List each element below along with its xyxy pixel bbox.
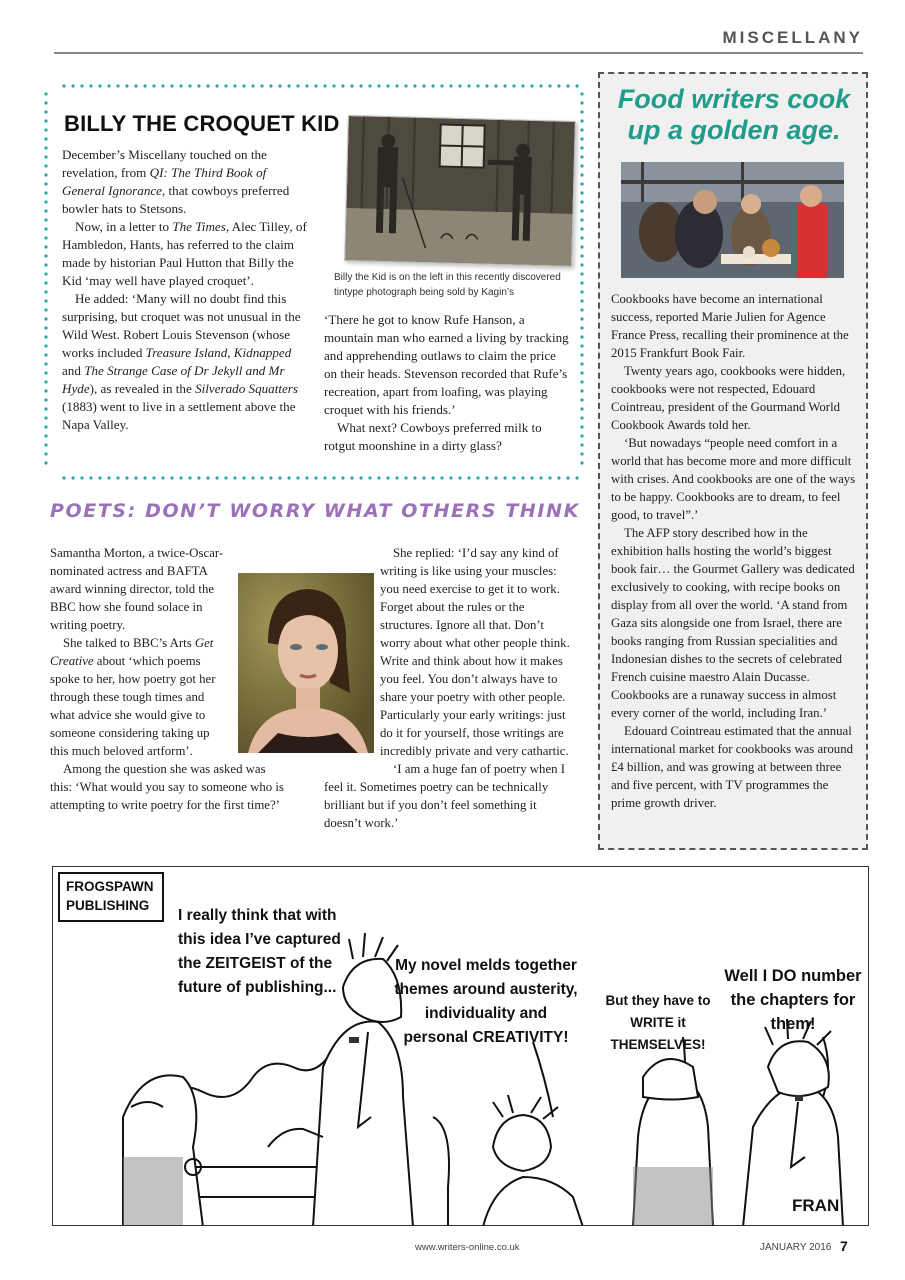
- border-dot: [242, 476, 245, 479]
- border-dot: [485, 84, 488, 87]
- billy-paragraph: December’s Miscellany touched on the revelation, from QI: The Third Book of General Ignorance, that cowboys preferred bowler hats to Stetsons.: [62, 147, 290, 216]
- border-dot: [539, 476, 542, 479]
- border-dot: [580, 344, 583, 347]
- border-dot: [305, 84, 308, 87]
- border-dot: [44, 452, 47, 455]
- border-dot: [530, 84, 533, 87]
- border-dot: [530, 476, 533, 479]
- billy-photo: [344, 115, 576, 267]
- border-dot: [440, 84, 443, 87]
- border-dot: [161, 84, 164, 87]
- border-dot: [580, 128, 583, 131]
- border-dot: [580, 272, 583, 275]
- border-dot: [44, 254, 47, 257]
- border-dot: [580, 155, 583, 158]
- speech-bubble-2: My novel melds together themes around austerity, individuality and personal CREATIVITY!: [394, 957, 578, 1046]
- border-dot: [395, 84, 398, 87]
- border-dot: [512, 476, 515, 479]
- border-dot: [224, 476, 227, 479]
- border-dot: [44, 353, 47, 356]
- border-dot: [242, 84, 245, 87]
- billy-column-1: [62, 146, 310, 434]
- frogspawn-label: FROGSPAWN PUBLISHING: [66, 879, 154, 913]
- border-dot: [580, 227, 583, 230]
- border-dot: [368, 476, 371, 479]
- border-dot: [566, 84, 569, 87]
- border-dot: [580, 110, 583, 113]
- speech-bubble-4: Well I DO number the chapters for them!: [724, 967, 862, 1033]
- border-dot: [44, 317, 47, 320]
- border-dot: [323, 476, 326, 479]
- border-dot: [206, 84, 209, 87]
- border-dot: [449, 84, 452, 87]
- border-dot: [521, 476, 524, 479]
- border-dot: [44, 461, 47, 464]
- border-dot: [580, 461, 583, 464]
- border-dot: [566, 476, 569, 479]
- border-dot: [44, 326, 47, 329]
- poets-column-2: [324, 544, 574, 832]
- border-dot: [62, 476, 65, 479]
- border-dot: [580, 182, 583, 185]
- speech-bubble-1: I really think that with this idea I’ve captured the ZEITGEIST of the future of publishing...: [178, 907, 341, 996]
- border-dot: [206, 476, 209, 479]
- border-dot: [215, 476, 218, 479]
- border-dot: [575, 476, 578, 479]
- border-dot: [98, 476, 101, 479]
- border-dot: [580, 263, 583, 266]
- border-dot: [44, 299, 47, 302]
- border-dot: [413, 476, 416, 479]
- border-dot: [580, 326, 583, 329]
- border-dot: [580, 416, 583, 419]
- border-dot: [485, 476, 488, 479]
- border-dot: [580, 281, 583, 284]
- border-dot: [350, 476, 353, 479]
- poets-title: POETS: DON’T WORRY WHAT OTHERS THINK: [50, 500, 580, 522]
- border-dot: [287, 84, 290, 87]
- border-dot: [134, 476, 137, 479]
- border-dot: [44, 146, 47, 149]
- food-title: Food writers cook up a golden age.: [617, 84, 851, 145]
- cartoonist-signature: FRAN: [792, 1196, 840, 1215]
- border-dot: [44, 362, 47, 365]
- border-dot: [404, 84, 407, 87]
- poets-paragraph: She talked to BBC’s Arts Get Creative about ‘which poems spoke to her, how poetry got her through these tough times and what advice she would give to someone considering taking up this much beloved artform’.: [50, 636, 216, 758]
- border-dot: [580, 353, 583, 356]
- border-dot: [332, 476, 335, 479]
- border-dot: [580, 398, 583, 401]
- border-dot: [580, 335, 583, 338]
- border-dot: [449, 476, 452, 479]
- border-dot: [458, 84, 461, 87]
- border-dot: [557, 84, 560, 87]
- border-dot: [44, 110, 47, 113]
- border-dot: [580, 137, 583, 140]
- border-dot: [251, 476, 254, 479]
- border-dot: [278, 84, 281, 87]
- border-dot: [44, 272, 47, 275]
- border-dot: [233, 476, 236, 479]
- footer-url: www.writers-online.co.uk: [415, 1242, 520, 1253]
- border-dot: [233, 84, 236, 87]
- border-dot: [467, 476, 470, 479]
- border-dot: [44, 425, 47, 428]
- border-dot: [580, 317, 583, 320]
- border-dot: [107, 476, 110, 479]
- border-dot: [260, 476, 263, 479]
- border-dot: [580, 380, 583, 383]
- food-paragraph: The AFP story described how in the exhibition halls hosting the world’s biggest book fair… the Gourmet Gallery was dedicated exclusively to cooking, with recipe books on display from all over the world. ‘A stand from Gaza sits alongside one from Israel, there are books ranging from Russian specialities and Indonesian dishes to the secrets of celebrated French cuisine maestro Alain Ducasse. Cookbooks are a runaway success in almost every corner of the world, including Iran.’: [611, 526, 855, 720]
- border-dot: [44, 290, 47, 293]
- border-dot: [170, 84, 173, 87]
- border-dot: [44, 200, 47, 203]
- border-dot: [359, 476, 362, 479]
- border-dot: [278, 476, 281, 479]
- border-dot: [580, 92, 583, 95]
- border-dot: [44, 155, 47, 158]
- border-dot: [152, 476, 155, 479]
- border-dot: [580, 209, 583, 212]
- food-paragraph: Edouard Cointreau estimated that the annual international market for cookbooks was around £4 billion, and was growing at between three and five percent, with TV programmes the prime growth driver.: [611, 724, 854, 810]
- border-dot: [422, 84, 425, 87]
- food-paragraph: ‘But nowadays “people need comfort in a world that has become more and more difficult with crises. And cookbooks are one of the ways to be happy. Cookbooks are to dream, to feel good, to travel”.’: [611, 436, 856, 522]
- border-dot: [44, 281, 47, 284]
- border-dot: [494, 476, 497, 479]
- border-dot: [215, 84, 218, 87]
- food-paragraph: Twenty years ago, cookbooks were hidden, cookbooks were not respected, Edouard Cointreau, president of the Gourmand World Cookbook Awards told her.: [611, 364, 846, 432]
- border-dot: [116, 476, 119, 479]
- border-dot: [512, 84, 515, 87]
- poets-paragraph: ‘I am a huge fan of poetry when I feel it. Sometimes poetry can be technically brilliant but if you don’t feel something it doesn’t work.’: [324, 762, 565, 830]
- border-dot: [305, 476, 308, 479]
- border-dot: [197, 476, 200, 479]
- border-dot: [44, 443, 47, 446]
- billy-paragraph: What next? Cowboys preferred milk to rotgut moonshine in a dirty glass?: [324, 420, 542, 453]
- border-dot: [44, 308, 47, 311]
- section-label: MISCELLANY: [722, 28, 863, 47]
- border-dot: [296, 84, 299, 87]
- billy-title: BILLY THE CROQUET KID: [64, 111, 340, 136]
- border-dot: [98, 84, 101, 87]
- border-dot: [503, 84, 506, 87]
- border-dot: [197, 84, 200, 87]
- border-dot: [323, 84, 326, 87]
- border-dot: [44, 398, 47, 401]
- border-dot: [71, 84, 74, 87]
- border-dot: [143, 476, 146, 479]
- poets-reply-lead: She replied: ‘I’d say any kind of writing is like using your muscles: you need exercise to get it to work. Forget about the rules or the structures. Ignore all that. Don’t worry about what other people think. Write and think about how it makes you feel. You don’t always have to share your poetry with other people. Particularly your early writings: just do it for yourself, those writings are incredibly private and very cathartic.: [380, 546, 570, 758]
- border-dot: [580, 407, 583, 410]
- border-dot: [377, 476, 380, 479]
- border-dot: [251, 84, 254, 87]
- border-dot: [467, 84, 470, 87]
- billy-paragraph: ‘There he got to know Rufe Hanson, a mountain man who earned a living by tracking and apprehending outlaws to claim the price on their heads. Stevenson recorded that Rufe’s recreation, apart from loafing, was playing croquet with his friends.’: [324, 312, 569, 417]
- border-dot: [413, 84, 416, 87]
- border-dot: [476, 476, 479, 479]
- food-body: [611, 290, 859, 812]
- border-dot: [422, 476, 425, 479]
- border-dot: [62, 84, 65, 87]
- border-dot: [521, 84, 524, 87]
- border-dot: [404, 476, 407, 479]
- border-dot: [580, 290, 583, 293]
- border-dot: [580, 173, 583, 176]
- border-dot: [44, 407, 47, 410]
- border-dot: [80, 84, 83, 87]
- billy-paragraph: Now, in a letter to The Times, Alec Tilley, of Hambledon, Hants, has referred to the claim made by historian Paul Hutton that Billy the Kid ‘may well have played croquet’.: [62, 219, 307, 288]
- border-dot: [107, 84, 110, 87]
- border-dot: [44, 191, 47, 194]
- border-dot: [71, 476, 74, 479]
- border-dot: [580, 299, 583, 302]
- border-dot: [224, 84, 227, 87]
- border-dot: [89, 476, 92, 479]
- border-dot: [125, 476, 128, 479]
- border-dot: [580, 362, 583, 365]
- page-number: 7: [840, 1238, 848, 1254]
- poets-paragraph: Samantha Morton, a twice-Oscar-nominated actress and BAFTA award winning director, told the BBC how she found solace in writing poetry.: [50, 546, 224, 632]
- border-dot: [580, 191, 583, 194]
- border-dot: [269, 84, 272, 87]
- border-dot: [580, 452, 583, 455]
- border-dot: [580, 101, 583, 104]
- border-dot: [395, 476, 398, 479]
- border-dot: [44, 227, 47, 230]
- border-dot: [44, 371, 47, 374]
- border-dot: [557, 476, 560, 479]
- border-dot: [350, 84, 353, 87]
- border-dot: [134, 84, 137, 87]
- border-dot: [44, 164, 47, 167]
- border-dot: [580, 371, 583, 374]
- border-dot: [125, 84, 128, 87]
- border-dot: [260, 84, 263, 87]
- border-dot: [548, 476, 551, 479]
- border-dot: [44, 92, 47, 95]
- border-dot: [44, 128, 47, 131]
- border-dot: [179, 476, 182, 479]
- billy-caption: Billy the Kid is on the left in this recently discovered tintype photograph being sold by Kagin’s: [334, 272, 561, 298]
- border-dot: [161, 476, 164, 479]
- border-dot: [314, 476, 317, 479]
- border-dot: [116, 84, 119, 87]
- border-dot: [44, 209, 47, 212]
- food-fair-photo: [621, 162, 844, 278]
- border-dot: [287, 476, 290, 479]
- border-dot: [580, 389, 583, 392]
- border-dot: [575, 84, 578, 87]
- border-dot: [44, 119, 47, 122]
- billy-paragraph: He added: ‘Many will no doubt find this surprising, but croquet was not unusual in the Wild West. Robert Louis Stevenson (whose works included Treasure Island, Kidnapped and The Strange Case of Dr Jekyll and Mr Hyde), as revealed in the Silverado Squatters (1883) went to live in a settlement above the Napa Valley.: [62, 291, 301, 432]
- border-dot: [386, 476, 389, 479]
- border-dot: [44, 236, 47, 239]
- poets-paragraph: Among the question she was asked was this: ‘What would you say to someone who is attempting to write poetry for the first time?’: [50, 762, 284, 812]
- border-dot: [44, 245, 47, 248]
- border-dot: [80, 476, 83, 479]
- border-dot: [580, 308, 583, 311]
- border-dot: [143, 84, 146, 87]
- border-dot: [580, 218, 583, 221]
- border-dot: [170, 476, 173, 479]
- border-dot: [341, 476, 344, 479]
- border-dot: [458, 476, 461, 479]
- border-dot: [44, 416, 47, 419]
- border-dot: [431, 476, 434, 479]
- border-dot: [44, 173, 47, 176]
- border-dot: [548, 84, 551, 87]
- border-dot: [440, 476, 443, 479]
- border-dot: [188, 84, 191, 87]
- border-dot: [296, 476, 299, 479]
- border-dot: [44, 380, 47, 383]
- border-dot: [580, 200, 583, 203]
- border-dot: [44, 101, 47, 104]
- border-dot: [539, 84, 542, 87]
- border-dot: [44, 137, 47, 140]
- border-dot: [580, 425, 583, 428]
- header-rule: [54, 52, 863, 54]
- border-dot: [89, 84, 92, 87]
- border-dot: [377, 84, 380, 87]
- border-dot: [44, 263, 47, 266]
- border-dot: [580, 146, 583, 149]
- food-paragraph: Cookbooks have become an international success, reported Marie Julien for Agence France Press, recalling their prominence at the 2015 Frankfurt Book Fair.: [611, 292, 849, 360]
- border-dot: [44, 182, 47, 185]
- border-dot: [580, 245, 583, 248]
- border-dot: [44, 218, 47, 221]
- border-dot: [44, 434, 47, 437]
- border-dot: [44, 344, 47, 347]
- billy-column-2: [324, 311, 572, 455]
- border-dot: [494, 84, 497, 87]
- border-dot: [580, 236, 583, 239]
- border-dot: [188, 476, 191, 479]
- border-dot: [314, 84, 317, 87]
- border-dot: [580, 254, 583, 257]
- border-dot: [368, 84, 371, 87]
- border-dot: [580, 443, 583, 446]
- border-dot: [179, 84, 182, 87]
- photo-wrap-spacer: [324, 562, 380, 778]
- border-dot: [44, 389, 47, 392]
- border-dot: [44, 335, 47, 338]
- border-dot: [332, 84, 335, 87]
- border-dot: [359, 84, 362, 87]
- border-dot: [269, 476, 272, 479]
- border-dot: [152, 84, 155, 87]
- border-dot: [580, 119, 583, 122]
- border-dot: [386, 84, 389, 87]
- border-dot: [431, 84, 434, 87]
- border-dot: [580, 434, 583, 437]
- border-dot: [503, 476, 506, 479]
- footer-date: JANUARY 2016: [760, 1242, 832, 1253]
- poets-paragraph: [324, 544, 574, 760]
- speech-bubble-3: But they have to WRITE it THEMSELVES!: [605, 993, 711, 1052]
- border-dot: [476, 84, 479, 87]
- border-dot: [341, 84, 344, 87]
- border-dot: [580, 164, 583, 167]
